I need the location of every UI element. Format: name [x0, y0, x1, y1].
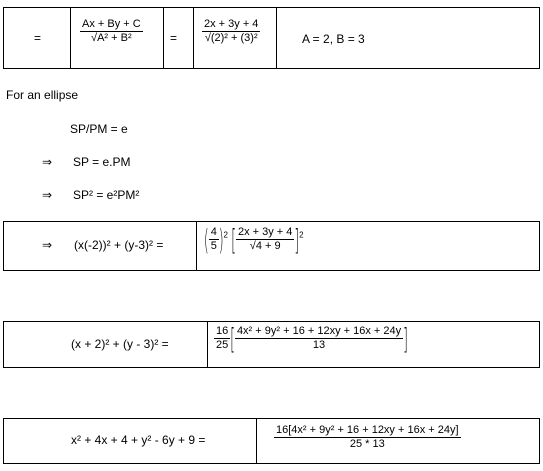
equation-row-2	[3, 221, 540, 271]
eccentricity-numerator: 4	[210, 226, 217, 238]
divider	[256, 419, 257, 463]
lhs-expression: x² + 4x + 4 + y² - 6y + 9 =	[71, 433, 206, 447]
rhs-expression: $\frac{16}{25}$ [ $\frac{\text{4x² + 9y² + 16 + 12xy + 16x + 24y}}{13}$ ]	[216, 321, 408, 356]
lhs-expression: (x + 2)² + (y - 3)² =	[71, 337, 169, 351]
eccentricity-denominator: 5	[210, 240, 217, 252]
divider	[163, 8, 164, 68]
combined-numerator: 16[4x² + 9y² + 16 + 12xy + 16x + 24y]	[276, 424, 459, 436]
inner-numerator: 4x² + 9y² + 16 + 12xy + 16x + 24y	[236, 325, 402, 337]
inner-denominator: 13	[312, 339, 326, 351]
equation-row-3	[3, 321, 540, 368]
equation-row-4	[3, 418, 540, 464]
factor-denominator: 25	[216, 339, 229, 351]
substituted-denominator: √(2)² + (3)²	[204, 32, 258, 44]
step-line: SP = e.PM	[73, 155, 131, 169]
divider	[207, 322, 208, 367]
substituted-numerator: 2x + 3y + 4	[204, 18, 259, 30]
inner-numerator: 2x + 3y + 4	[237, 226, 293, 238]
factor-numerator: 16	[216, 325, 229, 337]
equals-sign: =	[170, 31, 178, 45]
implies-arrow: ⇒	[42, 238, 53, 252]
divider	[196, 222, 197, 270]
inner-denominator: √4 + 9	[249, 240, 281, 252]
implies-arrow: ⇒	[42, 188, 53, 202]
equals-sign: =	[34, 31, 42, 45]
step-line: SP² = e²PM²	[73, 188, 140, 202]
substituted-formula	[202, 18, 260, 45]
equation-row-1	[3, 7, 540, 69]
distance-formula	[80, 18, 143, 45]
lhs-expression: (x(-2))² + (y-3)² =	[74, 238, 164, 252]
divider	[276, 8, 277, 68]
implies-arrow: ⇒	[42, 155, 53, 169]
divider	[193, 8, 194, 68]
formula-numerator: Ax + By + C	[82, 18, 141, 30]
combined-denominator: 25 * 13	[349, 438, 385, 450]
coefficient-note: A = 2, B = 3	[302, 32, 365, 46]
rhs-expression: ( $\frac{4}{5}$ )$^2$ [ $\frac{2x + 3y + 4}{√4 + 9}$ ]$^2$	[204, 222, 304, 257]
rhs-expression	[274, 424, 461, 451]
ellipse-heading: For an ellipse	[6, 88, 79, 102]
definition-line: SP/PM = e	[70, 122, 128, 136]
formula-denominator: √A² + B²	[91, 32, 132, 44]
divider	[70, 8, 71, 68]
